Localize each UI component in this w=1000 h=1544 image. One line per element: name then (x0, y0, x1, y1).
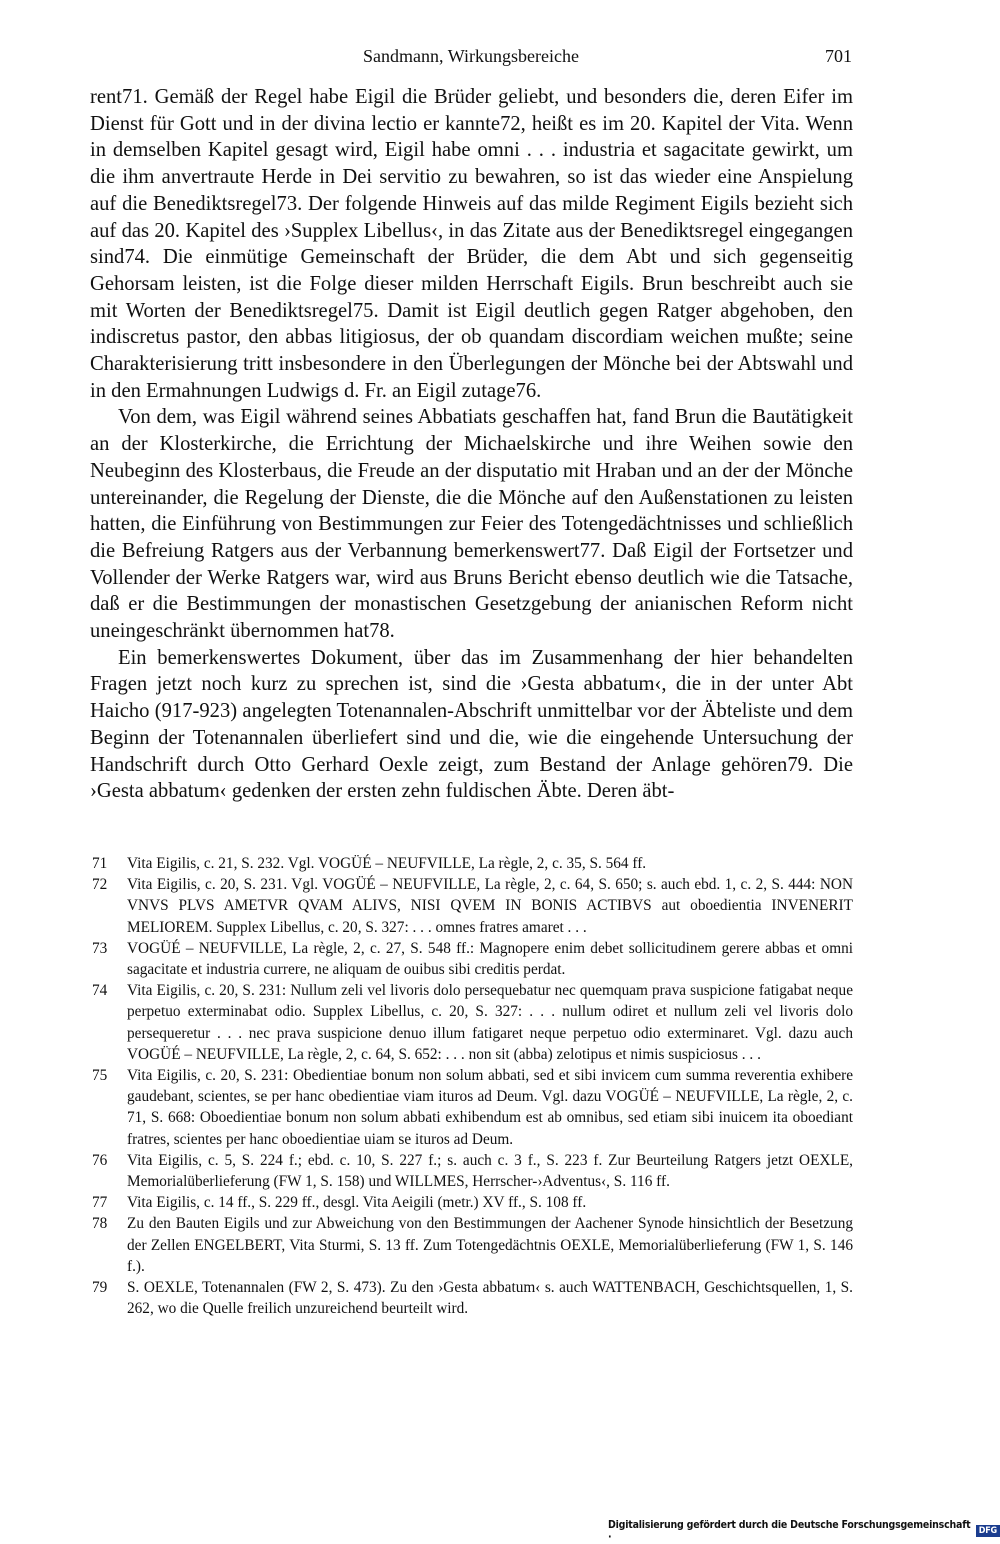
credit-text: Digitalisierung gefördert durch die Deutsche Forschungsgemeinschaft · (608, 1519, 971, 1543)
footnote (90, 938, 853, 980)
footnote-text: Zu den Bauten Eigils und zur Abweichung von den Bestimmungen der Aachener Synode hinsichtlich der Besetzung der Zellen ENGELBERT, Vita Sturmi, S. 13 ff. Zum Totengedächtnis OEXLE, Memorialüberlieferung (FW 1, S. 146 f.). (127, 1215, 853, 1275)
footnote (90, 1150, 853, 1192)
running-head-title: Sandmann, Wirkungsbereiche (363, 46, 579, 66)
footnote (90, 874, 853, 938)
footnote-text: Vita Eigilis, c. 14 ff., S. 229 ff., desgl. Vita Aeigili (metr.) XV ff., S. 108 ff. (127, 1194, 587, 1212)
footnote-text: VOGÜÉ – NEUFVILLE, La règle, 2, c. 27, S. 548 ff.: Magnopere enim debet sollicitudinem gerere abbas et omni sagacitate et industria currere, ne aliquam de ouibus sibi creditis perdat. (127, 939, 853, 979)
footnotes (90, 853, 853, 1319)
footnote (90, 980, 853, 1065)
running-header (90, 46, 852, 76)
footnote (90, 1213, 853, 1277)
footnote-number: 77 (92, 1194, 108, 1212)
paragraph-1: rent71. Gemäß der Regel habe Eigil die Brüder geliebt, und besonders die, deren Eifer im Dienst für Gott und in der divina lectio er kannte72, heißt es im 20. Kapitel der Vita. Wenn in demselben Kapitel gesagt wird, Eigil habe omni . . . industria et sagacitate gewirkt, um die ihm anvertraute Herde in Dei servitio zu bewahren, so ist das wieder eine Anspielung auf die Benediktsregel73. Der folgende Hinweis auf das milde Regiment Eigils bezieht sich auf das 20. Kapitel des ›Supplex Libellus‹, in das Zitate aus der Benediktsregel eingegangen sind74. Die einmütige Gemeinschaft der Brüder, die dem Abt und sich gegenseitig Gehorsam leisten, ist die Folge dieser milden Herrschaft Eigils. Brun beschreibt auch sie mit Worten der Benediktsregel75. Damit ist Eigil deutlich gegen Ratger abgehoben, den indiscretus pastor, den abbas litigiosus, der ob quandam discordiam weichen mußte; seine Charakterisierung tritt insbesondere in den Überlegungen der Mönche bei der Abtswahl und in den Ermahnungen Ludwigs d. Fr. an Eigil zutage76. (90, 86, 853, 402)
footnote-number: 71 (92, 855, 108, 872)
paragraph-3: Ein bemerkenswertes Dokument, über das im Zusammenhang der hier behandelten Fragen jetzt noch kurz zu sprechen ist, sind die ›Gesta abbatum‹, die in der unter Abt Haicho (917-923) angelegten Totenannalen-Abschrift unmittelbar vor der Äbteliste und dem Beginn der Totenannalen überliefert sind und die, wie die eingehende Untersuchung der Handschrift durch Otto Gerhard Oexle zeigt, zum Bestand der Anlage gehören79. Die ›Gesta abbatum‹ gedenken der ersten zehn fuldischen Äbte. Deren äbt- (90, 646, 853, 803)
digitization-credit (608, 1519, 1000, 1543)
footnote (90, 1065, 853, 1150)
dfg-logo: DFG (976, 1525, 1000, 1537)
main-text (90, 84, 853, 805)
page-number: 701 (825, 46, 852, 66)
footnote-number: 78 (92, 1215, 108, 1233)
footnote (90, 853, 853, 874)
footnote-number: 76 (92, 1151, 108, 1169)
footnote-text: Vita Eigilis, c. 20, S. 231: Obedientiae bonum non solum abbati, sed et sibi invicem cum summa reverentia exhibere gaudebant, scientes, se per hanc obedientiae viam ituros ad Deum. Vgl. dazu VOGÜÉ – NEUFVILLE, La règle, 2, c. 71, S. 668: Oboedientiae bonum non solum abbati exhibendum est ab omnibus, sed etiam sibi inuicem ita oboediant fratres, scientes per hanc oboedientiae uiam se ituros ad Deum. (127, 1067, 853, 1148)
footnote-text: S. OEXLE, Totenannalen (FW 2, S. 473). Zu den ›Gesta abbatum‹ s. auch WATTENBACH, Geschichtsquellen, 1, S. 262, wo die Quelle freilich unzureichend beurteilt wird. (127, 1279, 853, 1318)
footnote-number: 75 (92, 1067, 108, 1085)
footnote-text: Vita Eigilis, c. 5, S. 224 f.; ebd. c. 10, S. 227 f.; s. auch c. 3 f., S. 223 f. Zur Beurteilung Ratgers jetzt OEXLE, Memorialüberlieferung (FW 1, S. 158) und WILLMES, Herrscher-›Adventus‹, S. 116 ff. (127, 1151, 853, 1191)
footnote-text: Vita Eigilis, c. 20, S. 231. Vgl. VOGÜÉ – NEUFVILLE, La règle, 2, c. 64, S. 650; s. auch ebd. 1, c. 2, S. 444: NON VNVS PLVS AMETVR QVAM ALIVS, NISI QVEM IN BONIS ACTIBVS aut oboedientia INVENERIT MELIOREM. Supplex Libellus, c. 20, S. 327: . . . omnes fratres amaret . . . (127, 876, 853, 936)
footnote (90, 1277, 853, 1319)
footnote-number: 73 (92, 939, 108, 957)
footnote-number: 74 (92, 982, 108, 1000)
paragraph-2: Von dem, was Eigil während seines Abbatiats geschaffen hat, fand Brun die Bautätigkeit an der Klosterkirche, die Errichtung der Michaelskirche und ihre Weihen sowie den Neubeginn des Klosterbaus, die Freude an der disputatio mit Hraban und an der der Mönche untereinander, die Regelung der Dienste, die die Mönche auf den Außenstationen zu leisten hatten, die Einführung von Bestimmungen zur Feier des Totengedächtnisses und schließlich die Befreiung Ratgers aus der Verbannung bemerkenswert77. Daß Eigil der Fortsetzer und Vollender der Werke Ratgers war, wird aus Bruns Bericht ebenso deutlich wie die Tatsache, daß er die Bestimmungen der monastischen Gesetzgebung der anianischen Reform nicht uneingeschränkt übernommen hat78. (90, 406, 853, 643)
footnote-text: Vita Eigilis, c. 20, S. 231: Nullum zeli vel livoris dolo persequebatur nec quemquam prava suspicione fatigabat neque perpetuo exterminabat odio. Supplex Libellus, c. 20, S. 327: . . . nullum odiret et nullum zeli vel livoris dolo persequeretur . . . nec prava suspicione denuo illum fatigaret neque perpetuo odio exterminaret. Vgl. dazu auch VOGÜÉ – NEUFVILLE, La règle, 2, c. 64, S. 652: . . . non sit (abba) zelotipus et nimis suspiciosus . . . (127, 982, 853, 1063)
footnote-text: Vita Eigilis, c. 21, S. 232. Vgl. VOGÜÉ – NEUFVILLE, La règle, 2, c. 35, S. 564 ff. (127, 855, 647, 872)
footnote-number: 72 (92, 876, 108, 894)
footnote (90, 1192, 853, 1213)
footnote-number: 79 (92, 1279, 108, 1297)
